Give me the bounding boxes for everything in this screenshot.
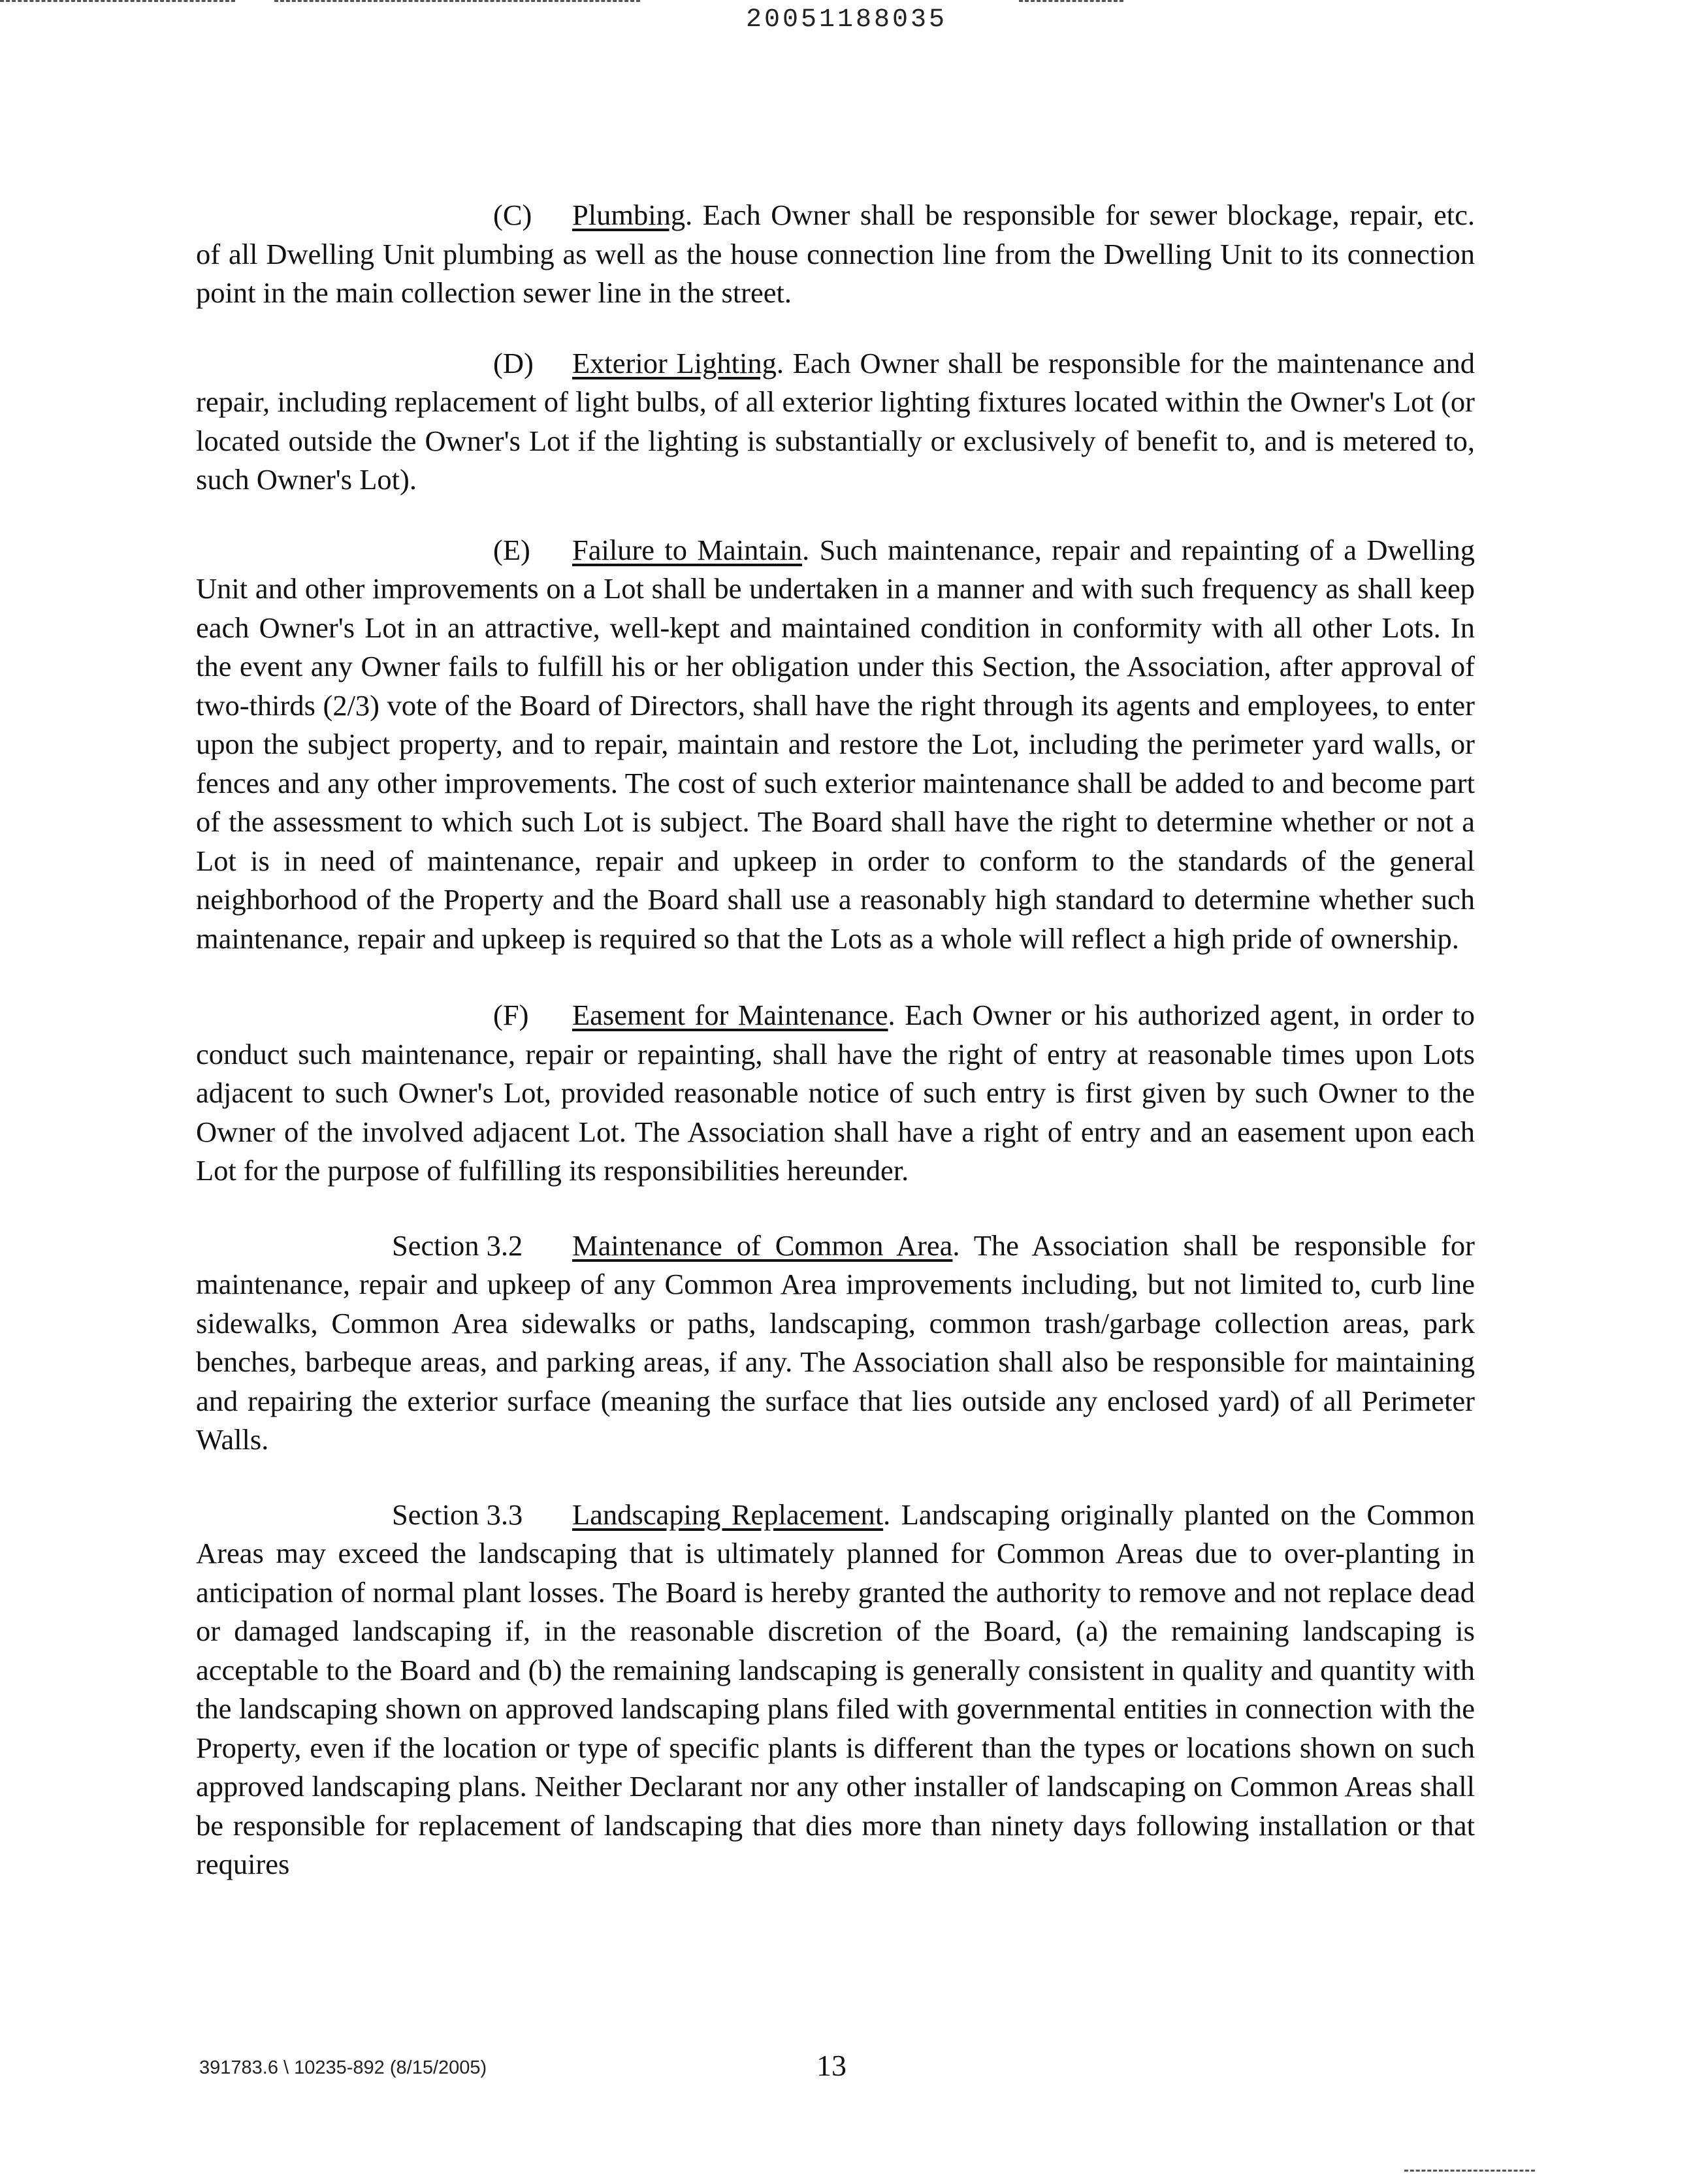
paragraph-text: . Such maintenance, repair and repainting of a Dwelling Unit and other improvements on a Lot shall be undertaken in a manner and with such frequency as shall keep each Owner's Lot in an attractive, well-kept and maintained condition in conformity with all other Lots. In the event any Owner fails to fulfill his or her obligation under this Section, the Association, after approval of two-thirds (2/3) vote of the Board of Directors, shall have the right through its agents and employees, to enter upon the subject property, and to repair, maintain and restore the Lot, including the perimeter yard walls, or fences and any other improvements. The cost of such exterior maintenance shall be added to and become part of the assessment to which such Lot is subject. The Board shall have the right to determine whether or not a Lot is in need of maintenance, repair and upkeep in order to conform to the standards of the general neighborhood of the Property and the Board shall use a reasonably high standard to determine whether such maintenance, repair and upkeep is required so that the Lots as a whole will reflect a high pride of ownership. xyxy=(196,533,1475,955)
section-label: Section 3.3 xyxy=(392,1498,523,1531)
section-heading: Maintenance of Common Area xyxy=(572,1228,953,1262)
paragraph-plumbing xyxy=(196,196,1475,313)
section-3-3-landscaping-replacement xyxy=(196,1496,1475,1884)
paragraph-text: . Each Owner shall be responsible for sewer blockage, repair, etc. of all Dwelling Unit plumbing as well as the house connection line from the Dwelling Unit to its connection point in the main collection sewer line in the street. xyxy=(196,199,1475,309)
paragraph-label: (D) xyxy=(493,346,534,379)
paragraph-exterior-lighting xyxy=(196,344,1475,500)
paragraph-heading: Easement for Maintenance xyxy=(572,999,888,1031)
paragraph-heading: Failure to Maintain xyxy=(572,533,803,566)
paragraph-failure-to-maintain xyxy=(196,531,1475,959)
section-label: Section 3.2 xyxy=(392,1228,523,1262)
document-body xyxy=(196,196,1475,1884)
paragraph-heading: Exterior Lighting xyxy=(572,346,777,379)
paragraph-label: (F) xyxy=(493,999,529,1031)
page-number: 13 xyxy=(816,2049,846,2082)
scan-artifact-bottom-right xyxy=(1404,2170,1535,2176)
paragraph-text: . Each Owner shall be responsible for the maintenance and repair, including replacement of light bulbs, of all exterior lighting fixtures located within the Owner's Lot (or located outside the Owner's Lot if the lighting is substantially or exclusively of benefit to, and is metered to, such Owner's Lot). xyxy=(196,346,1475,496)
paragraph-text: . Each Owner or his authorized agent, in order to conduct such maintenance, repair or repainting, shall have the right of entry at reasonable times upon Lots adjacent to such Owner's Lot, provided reasonable notice of such entry is first given by such Owner to the Owner of the involved adjacent Lot. The Association shall have a right of entry and an easement upon each Lot for the purpose of fulfilling its responsibilities hereunder. xyxy=(196,999,1475,1187)
document-number: 20051188035 xyxy=(745,5,948,35)
section-3-2-maintenance-of-common-area xyxy=(196,1227,1475,1460)
paragraph-label: (C) xyxy=(493,199,532,231)
paragraph-heading: Plumbing xyxy=(572,199,686,231)
section-heading: Landscaping Replacement xyxy=(572,1498,884,1531)
section-text: . Landscaping originally planted on the Common Areas may exceed the landscaping that is ultimately planned for Common Areas due to over-planting in anticipation of normal plant losses. The Board is hereby granted the authority to remove and not replace dead or damaged landscaping if, in the reasonable discretion of the Board, (a) the remaining landscaping is acceptable to the Board and (b) the remaining landscaping is generally consistent in quality and quantity with the landscaping shown on approved landscaping plans filed with governmental entities in connection with the Property, even if the location or type of specific plants is different than the types or locations shown on such approved landscaping plans. Neither Declarant nor any other installer of landscaping on Common Areas shall be responsible for replacement of landscaping that dies more than ninety days following installation or that requires xyxy=(196,1498,1475,1880)
paragraph-label: (E) xyxy=(493,533,530,566)
paragraph-easement-for-maintenance xyxy=(196,996,1475,1191)
footer-document-id: 391783.6 \ 10235-892 (8/15/2005) xyxy=(199,2057,487,2078)
section-text: . The Association shall be responsible for maintenance, repair and upkeep of any Common Area improvements including, but not limited to, curb line sidewalks, Common Area sidewalks or paths, landscaping, common trash/garbage collection areas, park benches, barbeque areas, and parking areas, if any. The Association shall also be responsible for maintaining and repairing the exterior surface (meaning the surface that lies outside any enclosed yard) of all Perimeter Walls. xyxy=(196,1228,1475,1456)
